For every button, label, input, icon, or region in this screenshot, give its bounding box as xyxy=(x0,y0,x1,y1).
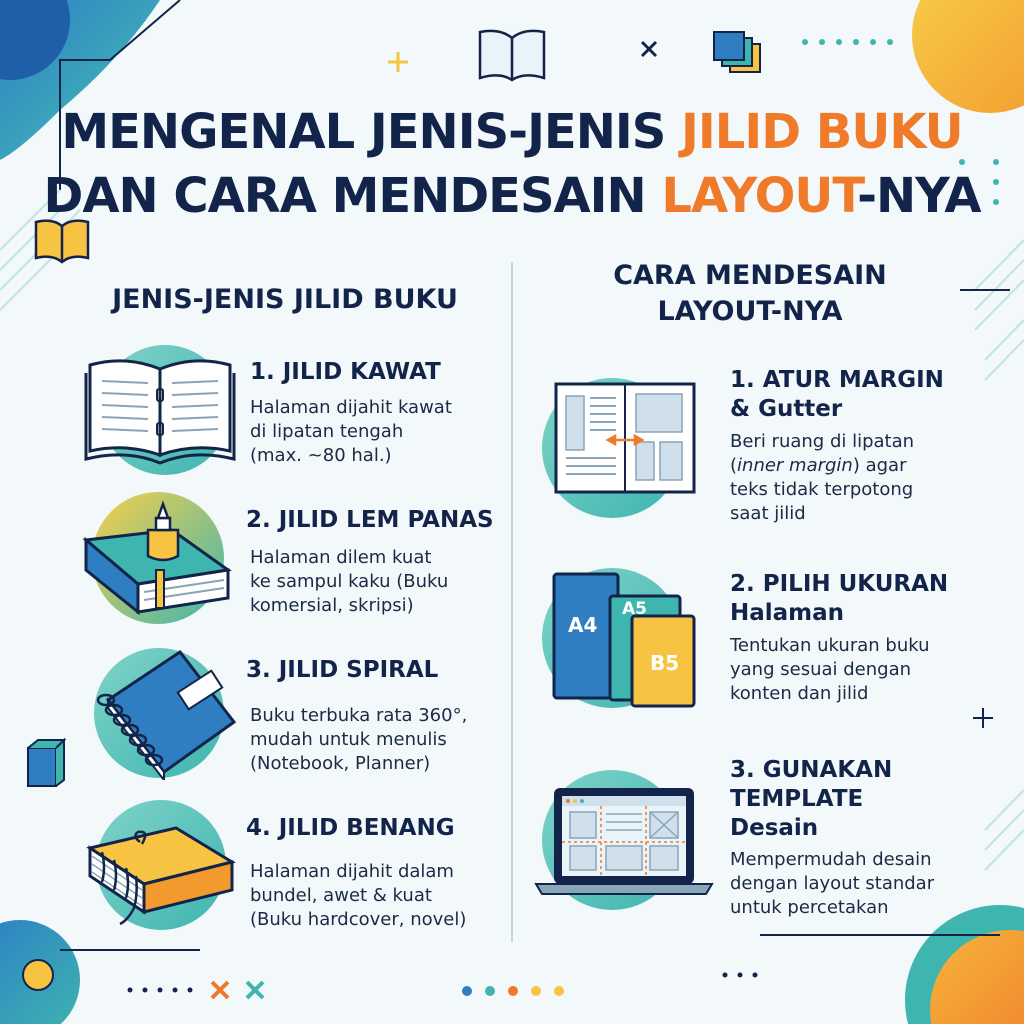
title-line-1 xyxy=(0,100,1024,164)
desc-line: komersial, skripsi) xyxy=(250,595,414,616)
left-section-heading: JENIS-JENIS JILID BUKU xyxy=(112,284,458,315)
right-heading-line: CARA MENDESAIN xyxy=(613,260,887,291)
desc-line: Beri ruang di lipatan xyxy=(730,431,915,452)
title-part: MENGENAL JENIS-JENIS xyxy=(61,104,682,160)
desc-text: ) agar xyxy=(852,455,907,476)
size-label-a5: A5 xyxy=(622,599,647,619)
item-description xyxy=(730,430,914,526)
decor-dot xyxy=(485,986,495,996)
title-highlight: JILID BUKU xyxy=(681,104,963,160)
column-divider xyxy=(511,262,513,942)
desc-line: Halaman dijahit dalam xyxy=(250,861,454,882)
desc-line: Tentukan ukuran buku xyxy=(730,635,930,656)
title-line: & Gutter xyxy=(730,396,843,422)
desc-line: (max. ~80 hal.) xyxy=(250,445,392,466)
desc-line: mudah untuk menulis xyxy=(250,729,447,750)
item-title xyxy=(730,756,892,843)
item-title xyxy=(730,366,944,424)
decor-dot xyxy=(554,986,564,996)
item-description xyxy=(730,848,934,920)
title-part: -NYA xyxy=(857,168,981,224)
right-section-heading xyxy=(560,258,940,330)
desc-line: ke sampul kaku (Buku xyxy=(250,571,449,592)
desc-line: Mempermudah desain xyxy=(730,849,932,870)
desc-line: teks tidak terpotong xyxy=(730,479,914,500)
item-description xyxy=(250,704,467,776)
size-label-a4: A4 xyxy=(568,613,598,637)
item-description xyxy=(250,396,452,468)
glue-book-icon xyxy=(78,500,238,620)
title-line: 1. ATUR MARGIN xyxy=(730,367,944,393)
desc-line: saat jilid xyxy=(730,503,806,524)
desc-line: Halaman dilem kuat xyxy=(250,547,432,568)
right-heading-line: LAYOUT-NYA xyxy=(657,296,843,327)
title-highlight: LAYOUT xyxy=(661,168,858,224)
paper-sizes-icon xyxy=(548,568,700,708)
item-title: 2. JILID LEM PANAS xyxy=(246,507,494,533)
desc-line: yang sesuai dengan xyxy=(730,659,912,680)
title-line-2 xyxy=(0,164,1024,228)
title-line: 2. PILIH UKURAN xyxy=(730,571,949,597)
item-description xyxy=(730,634,930,706)
desc-italic: inner margin xyxy=(737,455,853,476)
desc-line: (Buku hardcover, novel) xyxy=(250,909,467,930)
decor-dot xyxy=(462,986,472,996)
title-line: Desain xyxy=(730,815,819,841)
item-title: 3. JILID SPIRAL xyxy=(246,657,439,683)
desc-line: bundel, awet & kuat xyxy=(250,885,432,906)
open-book-icon xyxy=(82,355,242,465)
title-part: DAN CARA MENDESAIN xyxy=(43,168,662,224)
decor-dot xyxy=(531,986,541,996)
desc-line: (inner margin) agar xyxy=(730,455,907,476)
title-line: Halaman xyxy=(730,600,845,626)
item-description xyxy=(250,860,466,932)
desc-line: untuk percetakan xyxy=(730,897,889,918)
item-description xyxy=(250,546,448,618)
spiral-notebook-icon xyxy=(80,640,240,780)
desc-line: Buku terbuka rata 360°, xyxy=(250,705,468,726)
item-title: 1. JILID KAWAT xyxy=(250,359,441,385)
size-label-b5: B5 xyxy=(650,651,680,675)
desc-line: Halaman dijahit kawat xyxy=(250,397,452,418)
desc-line: konten dan jilid xyxy=(730,683,869,704)
item-title xyxy=(730,570,948,628)
title-line: TEMPLATE xyxy=(730,786,864,812)
desc-line: di lipatan tengah xyxy=(250,421,404,442)
item-title: 4. JILID BENANG xyxy=(246,815,455,841)
desc-line: (Notebook, Planner) xyxy=(250,753,431,774)
desc-line: dengan layout standar xyxy=(730,873,935,894)
page-title xyxy=(0,100,1024,228)
decor-dot xyxy=(508,986,518,996)
sewn-book-icon xyxy=(80,808,240,928)
title-line: 3. GUNAKAN xyxy=(730,757,893,783)
margin-layout-icon xyxy=(552,380,698,498)
laptop-template-icon xyxy=(534,784,714,900)
